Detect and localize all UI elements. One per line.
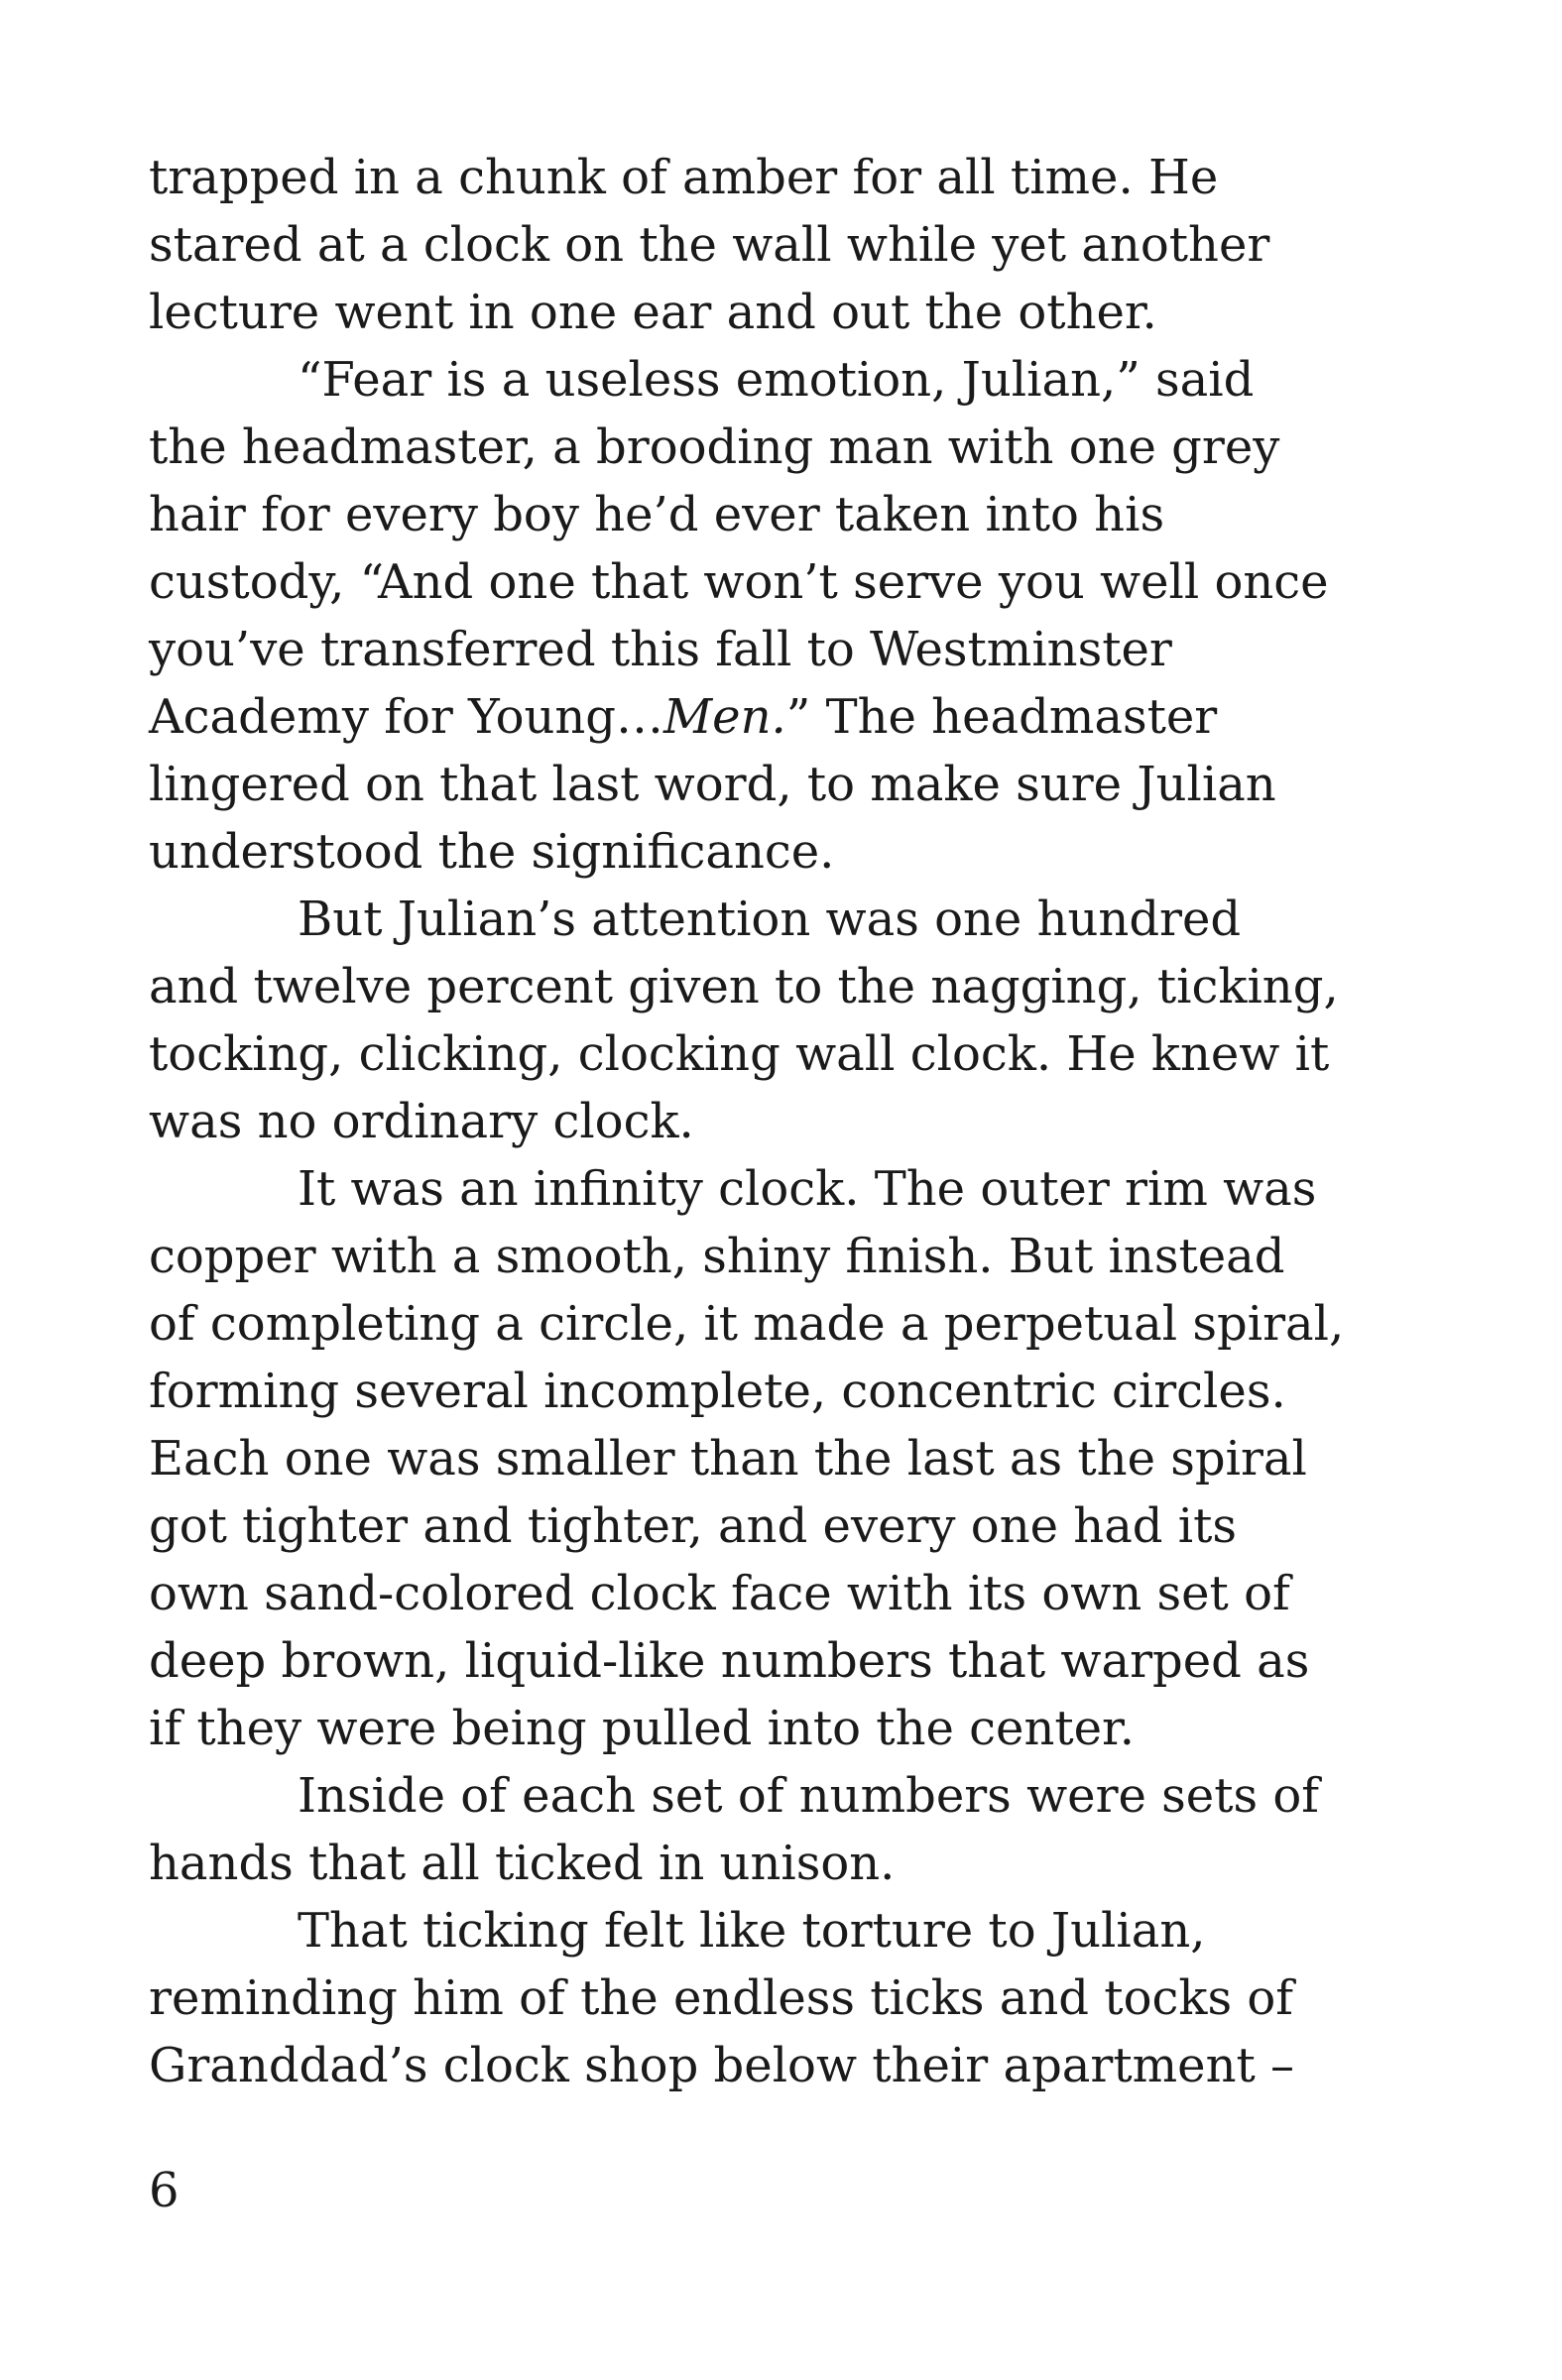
text-line: tocking, clicking, clocking wall clock. He knew it: [149, 1026, 1330, 1082]
text-line-paragraph-start: But Julian’s attention was one hundred: [298, 892, 1242, 947]
text-line: of completing a circle, it made a perpetual spiral,: [149, 1296, 1345, 1352]
text-line: Granddad’s clock shop below their apartment –: [149, 2038, 1295, 2093]
text-line-paragraph-start: That ticking felt like torture to Julian,: [298, 1903, 1206, 1959]
text-span: ” The headmaster: [785, 689, 1218, 745]
text-line: got tighter and tighter, and every one had its: [149, 1498, 1238, 1554]
text-line: hair for every boy he’d ever taken into his: [149, 487, 1165, 542]
text-line: copper with a smooth, shiny finish. But instead: [149, 1229, 1285, 1284]
text-line-paragraph-start: Inside of each set of numbers were sets of: [298, 1768, 1320, 1824]
text-line: forming several incomplete, concentric circles.: [149, 1364, 1286, 1419]
text-line: trapped in a chunk of amber for all time. He: [149, 150, 1219, 205]
text-line: reminding him of the endless ticks and tocks of: [149, 1970, 1293, 2026]
text-line: understood the significance.: [149, 824, 835, 880]
text-line: lingered on that last word, to make sure Julian: [149, 757, 1276, 812]
text-line: deep brown, liquid-like numbers that warped as: [149, 1633, 1310, 1689]
text-line: stared at a clock on the wall while yet another: [149, 217, 1270, 273]
text-line: Each one was smaller than the last as the spiral: [149, 1431, 1307, 1487]
text-line: own sand-colored clock face with its own set of: [149, 1566, 1290, 1621]
text-line: custody, “And one that won’t serve you well once: [149, 554, 1329, 610]
text-line: was no ordinary clock.: [149, 1094, 694, 1149]
text-line: [149, 683, 1217, 751]
text-line-paragraph-start: It was an infinity clock. The outer rim was: [298, 1161, 1317, 1217]
text-line: the headmaster, a brooding man with one grey: [149, 419, 1280, 475]
text-line: hands that all ticked in unison.: [149, 1836, 896, 1891]
text-line: if they were being pulled into the center.: [149, 1701, 1135, 1756]
text-line-paragraph-start: “Fear is a useless emotion, Julian,” said: [298, 352, 1255, 408]
page-number: 6: [149, 2163, 180, 2218]
text-span: Academy for Young…: [149, 689, 664, 745]
text-line: you’ve transferred this fall to Westminster: [149, 622, 1172, 677]
text-line: lecture went in one ear and out the other.: [149, 285, 1157, 340]
text-line: and twelve percent given to the nagging, ticking,: [149, 959, 1339, 1014]
italic-emphasis: Men.: [663, 689, 786, 745]
